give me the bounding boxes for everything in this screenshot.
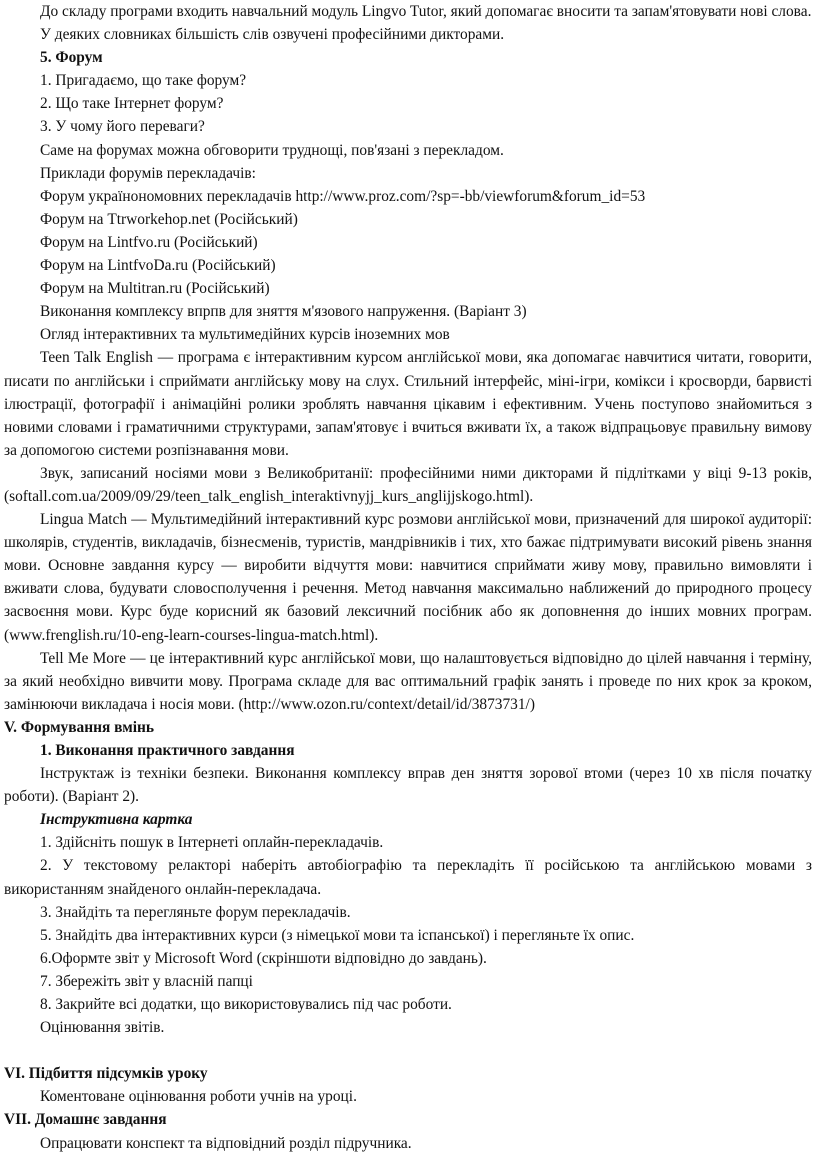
paragraph-lingvo-tutor: До складу програми входить навчальний модуль Lingvo Tutor, який допомагає вносити та запам'ятовувати нові слова. <box>40 3 812 20</box>
heading-skills: V. Формування вмінь <box>4 718 154 736</box>
paragraph-teen-talk-english: Teen Talk English — програма є інтерактивним курсом англійської мови, яка допомагає навчитися читати, говорити, писати по англійськи і сприймати англійську мову на слух. Стильний інтерфейс, міні-ігри, комікси і кросворди, барвисті ілюстрації, фотографії і анімаційні ролики зроблять навчання цікавим і ефективним. Учень поступово знайомиться з новими словами і граматичними структурами, запам'ятовує і вчиться вживати їх, а також відпрацьовує правильну вимову за допомогою системи розпізнавання мови. <box>4 349 812 459</box>
paragraph-report-evaluation: Оцінювання звітів. <box>40 1019 165 1037</box>
question-3: 3. У чому його переваги? <box>40 118 205 136</box>
paragraph-homework-task: Опрацювати конспект та відповідний розділ підручника. <box>40 1134 412 1152</box>
paragraph-safety-briefing: Інструктаж із техніки безпеки. Виконання комплексу вправ ден зняття зорової втоми (через 10 хв після початку роботи). (Варіант 2). <box>4 765 812 806</box>
paragraph-forums-discussion: Саме на форумах можна обговорити труднощі, пов'язані з перекладом. <box>40 141 504 159</box>
paragraph-dictionaries: У деяких словниках більшість слів озвучені професійними дикторами. <box>40 26 505 44</box>
forum-link-proz: Форум українономовних перекладачів http://www.proz.com/?sp=-bb/viewforum&forum_id=53 <box>40 187 646 205</box>
task-8: 8. Закрийте всі додатки, що використовувались під час роботи. <box>40 996 452 1014</box>
forum-link-multitran: Форум на Multitran.ru (Російський) <box>40 280 270 298</box>
task-6: 6.Оформте звіт у Microsoft Word (скріншоти відповідно до завдань). <box>40 949 487 967</box>
task-2: 2. У текстовому релакторі наберіть автобіографію та перекладіть її російською та англійською мовами з використанням знайденого онлайн-перекладача. <box>4 857 812 898</box>
task-1: 1. Здійсніть пошук в Інтернеті оплайн-перекладачів. <box>40 834 384 852</box>
task-3: 3. Знайдіть та перегляньте форум перекладачів. <box>40 903 351 921</box>
question-2: 2. Що таке Інтернет форум? <box>40 95 224 113</box>
question-1: 1. Пригадаємо, що таке форум? <box>40 72 247 90</box>
task-7: 7. Збережіть звіт у власній папці <box>40 972 253 990</box>
heading-practical-task: 1. Виконання практичного завдання <box>40 742 295 759</box>
paragraph-teen-talk-sound: Звук, записаний носіями мови з Великобританії: професійними ними дикторами й підлітками у віці 9-13 років, (softall.com.ua/2009/09/29/teen_talk_english_interaktivnyjj_kurs_anglijjskogo.html). <box>4 464 812 505</box>
heading-instruction-card: Інструктивна картка <box>40 811 193 829</box>
paragraph-commented-evaluation: Коментоване оцінювання роботи учнів на уроці. <box>40 1088 357 1106</box>
heading-forum: 5. Форум <box>40 49 103 67</box>
paragraph-lingua-match: Lingua Match — Мультимедійний інтерактивний курс розмови англійської мови, призначений для широкої аудиторії: школярів, студентів, викладачів, бізнесменів, туристів, мандрівників і тих, хто бажає підтримувати високий рівень знання мови. Основне завдання курсу — виробити відчуття мови: навчитися сприймати живу мову, правильно вимовляти і вживати слова, будувати словосполучення і речення. Метод навчання максимально наближений до природного процесу засвоєння мови. Курс буде корисний як базовий лексичний посібник або як доповнення до інших мовних програм. (www.frenglish.ru/10-eng-learn-courses-lingua-match.html). <box>4 511 812 644</box>
forum-link-ttrworkehop: Форум на Ttrworkehop.net (Російський) <box>40 210 298 228</box>
blank-line <box>4 1039 812 1062</box>
paragraph-muscle-exercise: Виконання комплексу впрпв для зняття м'язового напруження. (Варіант 3) <box>40 303 527 321</box>
task-5: 5. Знайдіть два інтерактивних курси (з німецької мови та іспанської) і перегляньте їх опис. <box>40 926 635 944</box>
paragraph-courses-overview: Огляд інтерактивних та мультимедійних курсів іноземних мов <box>40 326 450 344</box>
paragraph-tell-me-more: Tell Me More — це інтерактивний курс англійської мови, що налаштовується відповідно до цілей навчання і терміну, за який необхідно вивчити мову. Програма складе для вас оптимальний графік занять і проведе по них крок за кроком, замінюючи викладача і носія мови. (http://www.ozon.ru/context/detail/id/3873731/) <box>4 649 812 713</box>
heading-summary: VI. Підбиття підсумків уроку <box>4 1065 208 1083</box>
forum-link-lintfvo: Форум на Lintfvo.ru (Російський) <box>40 233 258 251</box>
paragraph-forum-examples-intro: Приклади форумів перекладачів: <box>40 164 256 182</box>
heading-homework: VII. Домашнє завдання <box>4 1111 167 1129</box>
forum-link-lintfvoda: Форум на LintfvoDa.ru (Російський) <box>40 257 276 275</box>
